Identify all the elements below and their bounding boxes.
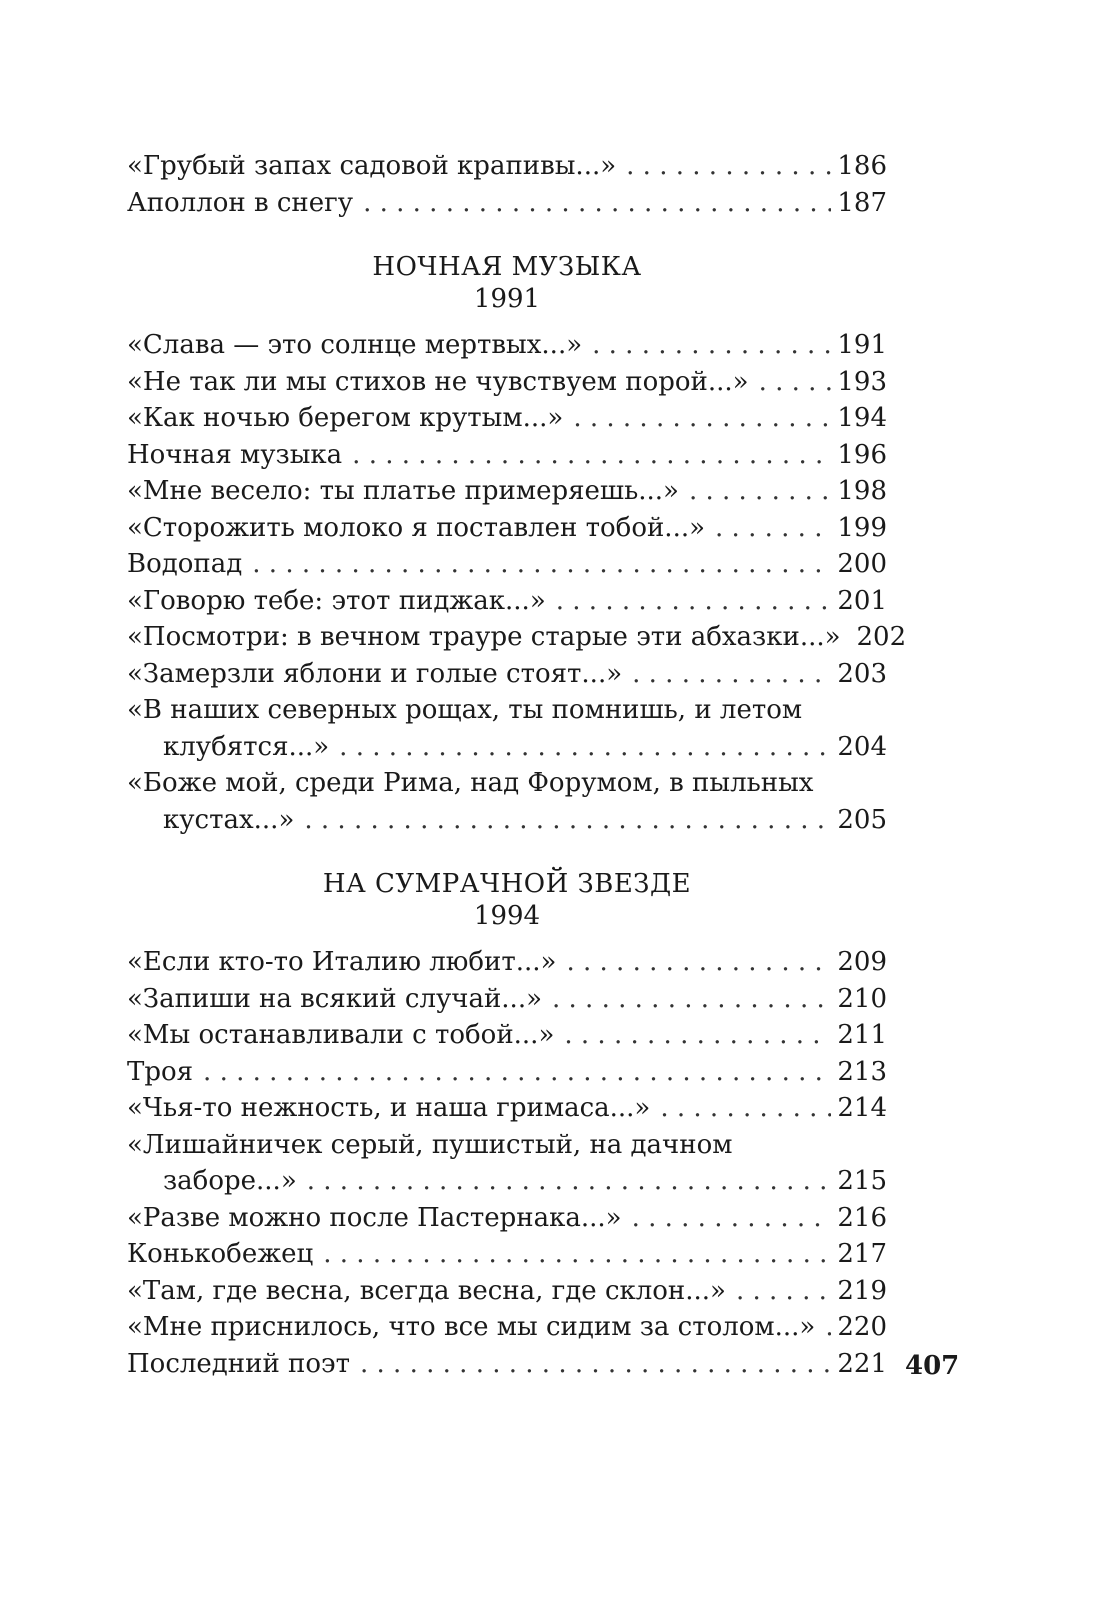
toc-entry-title: Водопад [127, 549, 243, 579]
toc-entry-title-continuation: кустах...» [163, 804, 295, 835]
toc-entry-title: Аполлон в снегу [127, 187, 354, 218]
toc-entry-page: 200 [837, 549, 887, 579]
toc-entry-page: 205 [837, 804, 887, 835]
toc-entry[interactable] [127, 185, 887, 222]
toc-entry-page: 193 [837, 366, 887, 397]
toc-entry-page: 215 [837, 1166, 887, 1196]
toc-entry[interactable] [127, 1200, 887, 1237]
dot-leader [825, 1309, 831, 1346]
dot-leader [566, 944, 831, 981]
dot-leader [592, 327, 831, 364]
toc-entry-title: Конькобежец [127, 1239, 314, 1269]
toc-entry[interactable] [127, 473, 887, 510]
dot-leader [632, 1200, 832, 1237]
toc-entry-title: «Там, где весна, всегда весна, где склон...» [127, 1275, 726, 1306]
dot-leader [323, 1236, 831, 1273]
toc-entry-page: 202 [856, 622, 907, 652]
table-of-contents [127, 148, 907, 1382]
toc-entry[interactable] [127, 437, 887, 474]
dot-leader [759, 364, 832, 401]
section-header [127, 868, 887, 932]
toc-entry-page: 198 [837, 476, 887, 506]
section-year: 1994 [473, 901, 541, 931]
toc-entry-title: Последний поэт [127, 1348, 350, 1379]
toc-entry[interactable] [127, 656, 887, 693]
toc-entry-page: 216 [837, 1202, 887, 1233]
dot-leader [626, 148, 831, 185]
toc-entry-page: 214 [837, 1093, 887, 1123]
toc-entry[interactable] [127, 944, 887, 981]
dot-leader [689, 473, 831, 510]
toc-entry-title: «Не так ли мы стихов не чувствуем порой...» [127, 366, 749, 397]
toc-entry-page: 220 [837, 1312, 887, 1342]
toc-entry-title: «Разве можно после Пастернака...» [127, 1202, 622, 1233]
toc-entry[interactable] [127, 765, 887, 838]
toc-entry-page: 219 [837, 1275, 887, 1306]
toc-entry-page: 204 [837, 731, 887, 762]
toc-entry-title: «Лишайничек серый, пушистый, на дачном [127, 1129, 733, 1160]
toc-entry-page: 196 [837, 439, 887, 470]
toc-entry-page: 191 [837, 330, 887, 360]
dot-leader [363, 185, 831, 222]
toc-entry-title-continuation: клубятся...» [163, 731, 330, 762]
toc-entry[interactable] [127, 364, 887, 401]
toc-entry[interactable] [127, 1273, 887, 1310]
toc-entry[interactable] [127, 1346, 887, 1383]
toc-entry-title: «Чья-то нежность, и наша гримаса...» [127, 1093, 651, 1123]
dot-leader [352, 437, 831, 474]
toc-entry-continuation-line [127, 729, 887, 766]
section-title: НОЧНАЯ МУЗЫКА [372, 252, 642, 282]
dot-leader [660, 1090, 831, 1127]
toc-entry-title: «Если кто-то Италию любит...» [127, 947, 557, 977]
toc-entry-page: 203 [837, 658, 887, 689]
toc-entry-title: «Говорю тебе: этот пиджак...» [127, 585, 546, 616]
toc-entry-page: 199 [837, 512, 887, 543]
toc-entry[interactable] [127, 327, 887, 364]
dot-leader [552, 981, 831, 1018]
toc-entry-title: Троя [127, 1056, 194, 1087]
toc-entry-title: «Грубый запах садовой крапивы...» [127, 151, 617, 181]
toc-entry-title-continuation: заборе...» [163, 1166, 297, 1196]
toc-entry-title: «Мне приснилось, что все мы сидим за столом...» [127, 1312, 816, 1342]
toc-entry-page: 217 [837, 1239, 887, 1269]
toc-entry[interactable] [127, 1054, 887, 1091]
dot-leader [573, 400, 831, 437]
toc-entry-page: 187 [837, 187, 887, 218]
dot-leader [360, 1346, 831, 1383]
toc-entry-page: 221 [837, 1348, 887, 1379]
toc-entry-page: 209 [837, 947, 887, 977]
toc-entry-continuation-line [127, 802, 887, 839]
toc-entry[interactable] [127, 546, 887, 583]
toc-entry[interactable] [127, 510, 887, 547]
toc-entry-title: «Замерзли яблони и голые стоят...» [127, 658, 623, 689]
dot-leader [632, 656, 831, 693]
toc-entry-page: 210 [837, 983, 887, 1014]
toc-entry[interactable] [127, 1236, 887, 1273]
toc-entry[interactable] [127, 148, 887, 185]
toc-entry-title: «Мы останавливали с тобой...» [127, 1020, 555, 1050]
dot-leader [339, 729, 831, 766]
toc-entry[interactable] [127, 1127, 887, 1200]
toc-entry[interactable] [127, 692, 887, 765]
section-header [127, 251, 887, 315]
toc-entry-page: 211 [837, 1020, 887, 1050]
page-number: 407 [905, 1351, 960, 1381]
dot-leader [556, 583, 832, 620]
toc-entry[interactable] [127, 1309, 887, 1346]
toc-entry[interactable] [127, 1090, 887, 1127]
toc-entry-page: 213 [837, 1056, 887, 1087]
toc-entry[interactable] [127, 1017, 887, 1054]
toc-entry-title: «В наших северных рощах, ты помнишь, и летом [127, 695, 803, 725]
dot-leader [307, 1163, 832, 1200]
toc-entry[interactable] [127, 583, 887, 620]
toc-entry[interactable] [127, 400, 887, 437]
toc-entry-title: «Запиши на всякий случай...» [127, 983, 542, 1014]
dot-leader [304, 802, 831, 839]
toc-entry[interactable] [127, 981, 887, 1018]
dot-leader [203, 1054, 831, 1091]
toc-entry-title: «Сторожить молоко я поставлен тобой...» [127, 512, 706, 543]
dot-leader [736, 1273, 831, 1310]
toc-entry-page: 201 [837, 585, 887, 616]
dot-leader [564, 1017, 831, 1054]
toc-entry-title: «Боже мой, среди Рима, над Форумом, в пыльных [127, 768, 814, 798]
toc-entry-title: «Как ночью берегом крутым...» [127, 403, 564, 433]
dot-leader [252, 546, 831, 583]
section-title: НА СУМРАЧНОЙ ЗВЕЗДЕ [322, 869, 692, 899]
toc-entry-continuation-line [127, 1163, 887, 1200]
toc-entry-title: «Мне весело: ты платье примеряешь...» [127, 476, 679, 506]
toc-entry-page: 194 [837, 403, 887, 433]
toc-entry[interactable] [127, 619, 907, 656]
toc-entry-page: 186 [837, 151, 887, 181]
dot-leader [715, 510, 831, 547]
toc-entry-title: Ночная музыка [127, 439, 343, 470]
toc-entry-title: «Посмотри: в вечном трауре старые эти абхазки...» [127, 622, 841, 652]
toc-entry-title: «Слава — это солнце мертвых...» [127, 330, 583, 360]
section-year: 1991 [473, 284, 541, 314]
